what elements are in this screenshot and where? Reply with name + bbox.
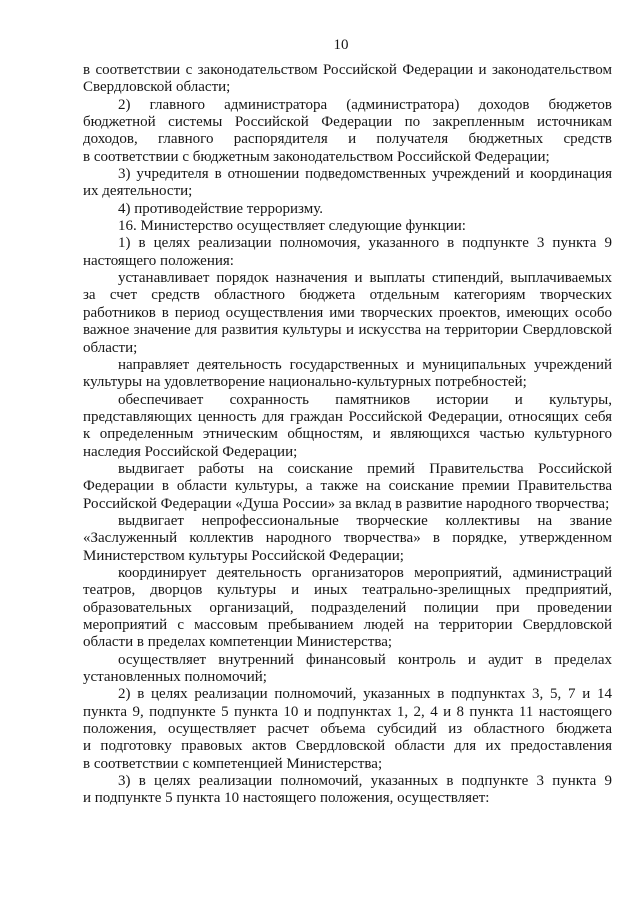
text-line: 2) главного администратора (администратора) доходов бюджетов bbox=[118, 96, 612, 113]
text-line: Российской Федерации «Душа России» за вклад в развитие народного творчества; bbox=[83, 495, 610, 512]
text-line: работников в период осуществления ими творческих проектов, имеющих особо bbox=[83, 304, 612, 321]
paragraph bbox=[83, 392, 612, 461]
paragraph bbox=[83, 773, 612, 808]
paragraph bbox=[83, 513, 612, 565]
paragraph bbox=[83, 652, 612, 687]
text-line: мероприятий с массовым пребыванием людей на территории Свердловской bbox=[83, 617, 612, 633]
text-line: Министерством культуры Российской Федерации; bbox=[83, 547, 404, 564]
text-line: координирует деятельность организаторов мероприятий, администраций bbox=[118, 564, 612, 581]
document-body bbox=[83, 62, 612, 808]
text-line: и подготовку правовых актов Свердловской области для их предоставления bbox=[83, 738, 612, 755]
text-line: 3) учредителя в отношении подведомственных учреждений и координация bbox=[118, 166, 612, 183]
text-line: в соответствии с бюджетным законодательством Российской Федерации; bbox=[83, 148, 550, 165]
text-line: области; bbox=[83, 339, 138, 356]
text-line: области в пределах компетенции Министерства; bbox=[83, 634, 393, 651]
text-line: театров, дворцов культуры и иных театрально-зрелищных предприятий, bbox=[83, 582, 612, 599]
text-line: обеспечивает сохранность памятников истории и культуры, bbox=[118, 391, 612, 408]
paragraph bbox=[83, 166, 612, 201]
text-line: устанавливает порядок назначения и выплаты стипендий, выплачиваемых bbox=[118, 270, 612, 287]
text-line: пункта 9, подпункте 5 пункта 10 и подпунктах 1, 2, 4 и 8 пункта 11 настоящего bbox=[83, 703, 612, 720]
text-line: Свердловской области; bbox=[83, 79, 231, 96]
paragraph bbox=[83, 686, 612, 773]
paragraph bbox=[83, 357, 612, 392]
paragraph bbox=[83, 270, 612, 357]
text-line: положения, осуществляет расчет объема субсидий из областного бюджета bbox=[83, 721, 612, 738]
text-line: в соответствии с компетенцией Министерства; bbox=[83, 755, 383, 772]
text-line: доходов, главного распорядителя и получателя бюджетных средств bbox=[83, 131, 612, 148]
text-line: выдвигает непрофессиональные творческие коллективы на звание bbox=[118, 512, 612, 529]
text-line: 16. Министерство осуществляет следующие функции: bbox=[118, 218, 466, 235]
text-line: их деятельности; bbox=[83, 183, 193, 200]
text-line: представляющих ценность для граждан Российской Федерации, относящих себя bbox=[83, 408, 612, 425]
text-line: в соответствии с законодательством Российской Федерации и законодательством bbox=[83, 62, 612, 78]
paragraph bbox=[83, 565, 612, 652]
text-line: бюджетной системы Российской Федерации по закрепленным источникам bbox=[83, 114, 612, 131]
text-line: и подпункте 5 пункта 10 настоящего положения, осуществляет: bbox=[83, 790, 490, 807]
paragraph bbox=[83, 235, 612, 270]
text-line: наследия Российской Федерации; bbox=[83, 443, 298, 460]
text-line: 4) противодействие терроризму. bbox=[118, 200, 323, 217]
text-line: Федерации в области культуры, а также на соискание премии Правительства bbox=[83, 478, 612, 495]
text-line: выдвигает работы на соискание премий Правительства Российской bbox=[118, 460, 612, 477]
paragraph bbox=[83, 62, 612, 97]
paragraph bbox=[83, 201, 612, 218]
paragraph bbox=[83, 97, 612, 166]
text-line: 2) в целях реализации полномочий, указанных в подпунктах 3, 5, 7 и 14 bbox=[118, 686, 612, 703]
paragraph bbox=[83, 461, 612, 513]
page-number: 10 bbox=[333, 37, 349, 53]
paragraph bbox=[83, 218, 612, 235]
text-line: направляет деятельность государственных и муниципальных учреждений bbox=[118, 356, 612, 373]
text-line: образовательных организаций, подразделений полиции при проведении bbox=[83, 599, 612, 616]
text-line: важное значение для развития культуры и искусства на территории Свердловской bbox=[83, 322, 612, 339]
text-line: к определенным этническим общностям, и являющихся частью культурного bbox=[83, 426, 612, 443]
text-line: 3) в целях реализации полномочий, указанных в подпункте 3 пункта 9 bbox=[118, 773, 612, 790]
text-line: культуры на удовлетворение национально-культурных потребностей; bbox=[83, 374, 527, 391]
text-line: 1) в целях реализации полномочия, указанного в подпункте 3 пункта 9 bbox=[118, 235, 612, 252]
text-line: за счет средств областного бюджета отдельным категориям творческих bbox=[83, 287, 612, 304]
text-line: осуществляет внутренний финансовый контроль и аудит в пределах bbox=[118, 651, 612, 668]
text-line: настоящего положения: bbox=[83, 252, 234, 269]
text-line: установленных полномочий; bbox=[83, 669, 267, 686]
text-line: «Заслуженный коллектив народного творчества» в порядке, утвержденном bbox=[83, 530, 612, 547]
